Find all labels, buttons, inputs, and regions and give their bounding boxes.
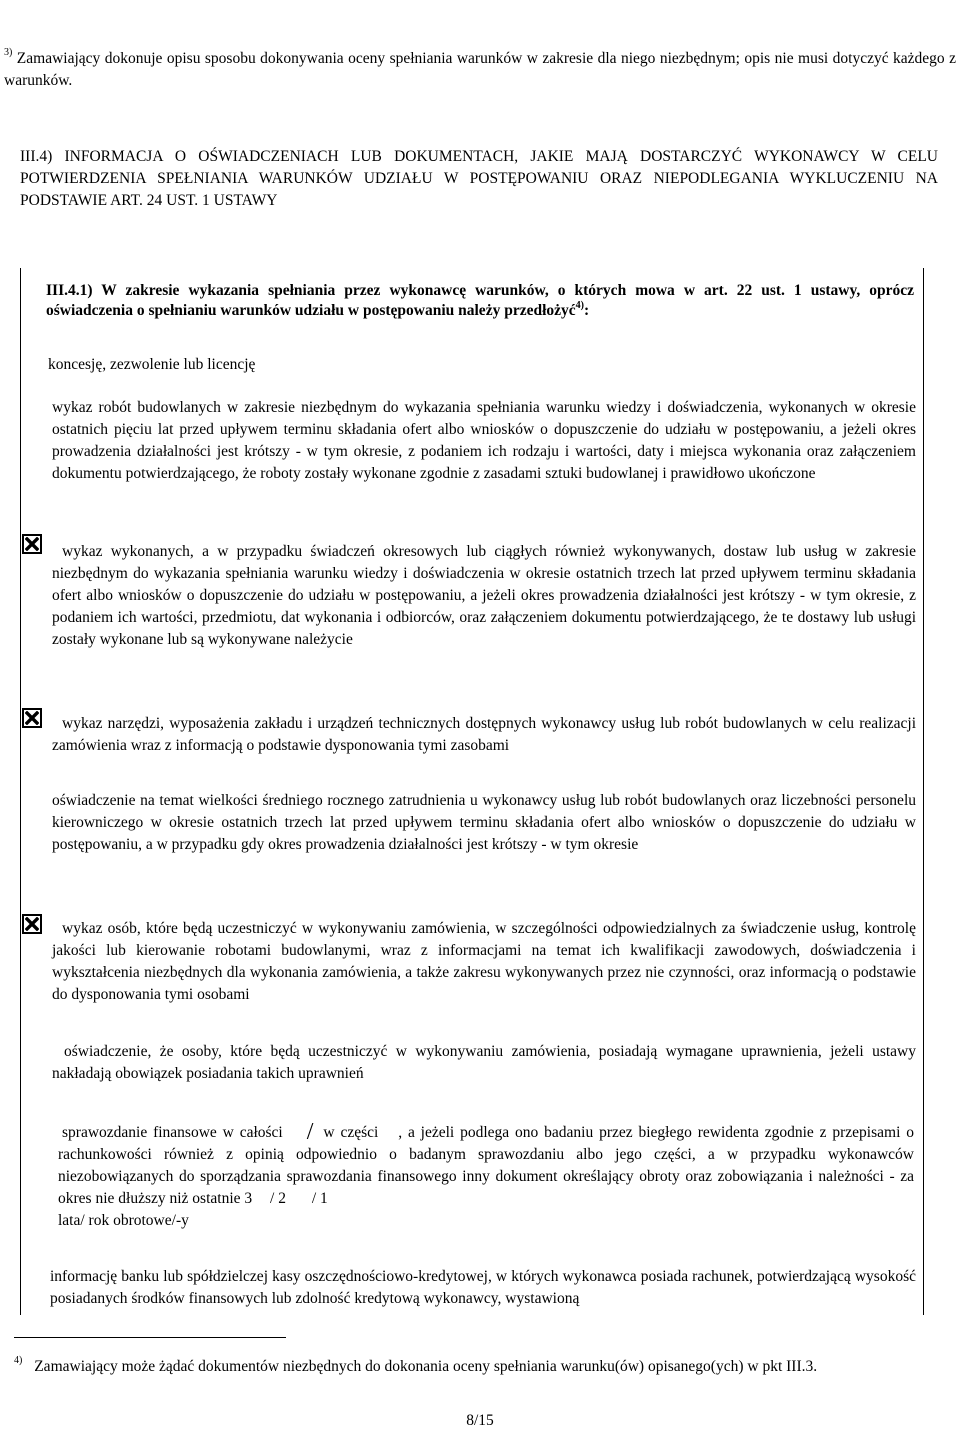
subsection-text: III.4.1) W zakresie wykazania spełniania przez wykonawcę warunków, o których mowa w art. 22 ust. 1 ustawy, oprócz oświadczenia o spełnianiu warunków udziału w postępowaniu należy przedłożyć [46,282,914,319]
check-x-icon [25,917,39,931]
option-text: oświadczenie, że osoby, które będą uczestniczyć w wykonywaniu zamówienia, posiadają wymagane uprawnienia, jeżeli ustawy nakładają obowiązek posiadania takich uprawnień [52,1043,916,1082]
check-x-icon [25,711,39,725]
option-text: informację banku lub spółdzielczej kasy oszczędnościowo-kredytowej, w których wykonawca posiada rachunek, potwierdzającą wysokość posiadanych środków finansowych lub zdolność kredytową wykonawcy, wystawioną [50,1268,916,1307]
footnote-text: Zamawiający może żądać dokumentów niezbędnych do dokonania oceny spełniania warunku(ów) opisanego(ych) w pkt III.3. [34,1358,818,1375]
option-employment-statement [52,790,916,856]
footnote-4 [14,1356,926,1378]
option-services-list [52,541,916,651]
option-license [48,354,912,376]
subsection-sup: 4) [575,300,584,311]
option-text-d: lata/ rok obrotowe/-y [58,1212,189,1229]
option-slash: / [306,1119,314,1145]
check-x-icon [25,537,39,551]
option-years-1: / 1 [311,1190,328,1207]
option-works-list [52,397,916,485]
footnote-separator [14,1337,286,1338]
footnote-text: Zamawiający dokonuje opisu sposobu dokonywania oceny spełniania warunków w zakresie dla niego niezbędnym; opis nie musi dotyczyć każdego z warunków. [4,50,956,89]
option-text: oświadczenie na temat wielkości średniego rocznego zatrudnienia u wykonawcy usług lub robót budowlanych oraz liczebności personelu kierowniczego w okresie ostatnich trzech lat przed upływem terminu składania ofert albo wniosków o dopuszczenie do udziału w postępowaniu, a w przypadku gdy okres prowadzenia działalności jest krótszy - w tym okresie [52,792,916,853]
option-text: wykaz osób, które będą uczestniczyć w wykonywaniu zamówienia, w szczególności odpowiedzialnych za świadczenie usług, kontrolę jakości lub kierowanie robotami budowlanymi, wraz z informacjami na temat ich kwalifikacji zawodowych, doświadczenia i wykształcenia niezbędnych dla wykonania zamówienia, a także zakresu wykonywanych przez nie czynności, oraz informacją o podstawie do dysponowania tymi osobami [52,920,916,1003]
option-text: wykaz wykonanych, a w przypadku świadczeń okresowych lub ciągłych również wykonywanych, dostaw lub usług w zakresie niezbędnym do wykazania spełniania warunku wiedzy i doświadczenia w okresie ostatnich trzech lat przed upływem terminu składania ofert albo wniosków o dopuszczenie do udziału w postępowaniu, a jeżeli okres prowadzenia działalności jest krótszy - w tym okresie, z podaniem ich wartości, przedmiotu, dat wykonania i odbiorców, oraz załączeniem dokumentu potwierdzającego, że te dostawy lub usługi zostały wykonane lub są wykonywane należycie [52,543,916,648]
checkbox-tools-list[interactable] [22,708,42,728]
option-bank-information [50,1266,916,1310]
page-number: 8/15 [466,1412,494,1429]
option-years-2: / 2 [270,1190,286,1207]
option-financial-statement [58,1121,914,1232]
checkbox-persons-list[interactable] [22,914,42,934]
section-heading: III.4) INFORMACJA O OŚWIADCZENIACH LUB DOKUMENTACH, JAKIE MAJĄ DOSTARCZYĆ WYKONAWCY W CELU POTWIERDZENIA SPEŁNIANIA WARUNKÓW UDZIAŁU W POSTĘPOWANIU ORAZ NIEPODLEGANIA WYKLUCZENIU NA PODSTAWIE ART. 24 UST. 1 USTAWY [20,148,938,209]
option-qualifications-statement [52,1041,916,1085]
option-text: wykaz narzędzi, wyposażenia zakładu i urządzeń technicznych dostępnych wykonawcy usług lub robót budowlanych w celu realizacji zamówienia wraz z informacją o podstawie dysponowania tymi zasobami [52,715,916,754]
subsection-colon: : [584,302,590,319]
footnote-marker: 3) [4,47,13,58]
checkbox-services-list[interactable] [22,534,42,554]
option-text-a: sprawozdanie finansowe w całości [62,1124,283,1141]
option-text-b: w części [323,1124,379,1141]
option-persons-list [52,918,916,1006]
option-text-c: , a jeżeli podlega ono badaniu przez biegłego rewidenta zgodnie z przepisami o rachunkowości również z opinią odpowiednio o badanym sprawozdaniu albo jego części, a w przypadku wykonawców niezobowiązanych do sporządzania sprawozdania finansowego inny dokument określający obroty oraz zobowiązania i należności - za okres nie dłuższy niż ostatnie 3 [58,1124,914,1207]
option-text: wykaz robót budowlanych w zakresie niezbędnym do wykazania spełniania warunku wiedzy i doświadczenia, wykonanych w okresie ostatnich pięciu lat przed upływem terminu składania ofert albo wniosków o dopuszczenie do udziału w postępowaniu, a jeżeli okres prowadzenia działalności jest krótszy - w tym okresie, z podaniem ich rodzaju i wartości, daty i miejsca wykonania oraz załączeniem dokumentu potwierdzającego, że roboty zostały wykonane zgodnie z zasadami sztuki budowlanej i prawidłowo ukończone [52,399,916,482]
footnote-marker: 4) [14,1355,23,1366]
option-tools-list [52,713,916,757]
footnote-3 [4,48,956,92]
option-text: koncesję, zezwolenie lub licencję [48,356,256,373]
subsection-heading [46,281,914,321]
